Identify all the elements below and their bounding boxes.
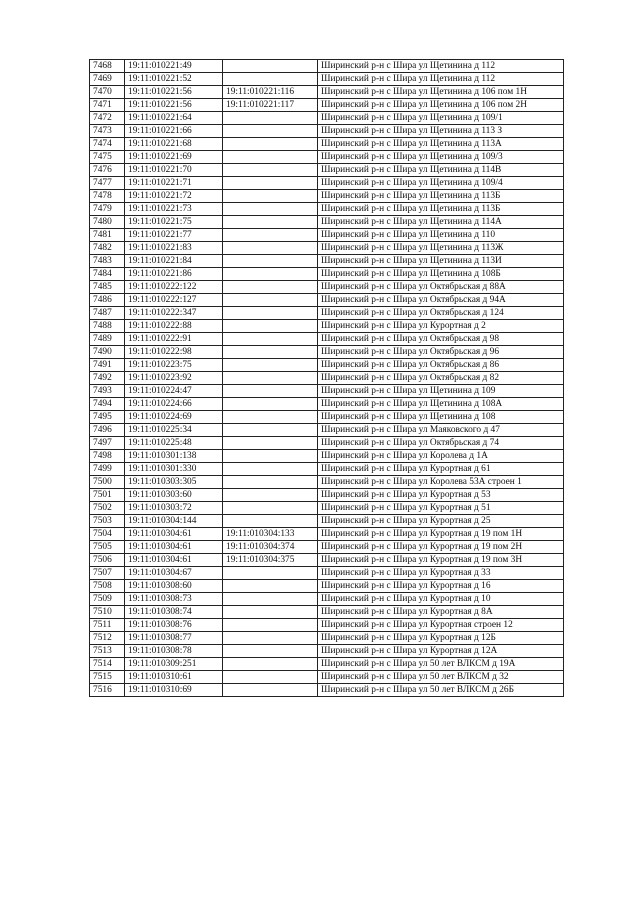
table-row bbox=[90, 86, 564, 99]
row-number-cell: 7494 bbox=[90, 398, 125, 411]
address-cell: Ширинский р-н с Шира ул Курортная строен 12 bbox=[318, 619, 564, 632]
address-cell: Ширинский р-н с Шира ул Щетинина д 113А bbox=[318, 138, 564, 151]
premises-number-cell bbox=[223, 294, 318, 307]
address-cell: Ширинский р-н с Шира ул Курортная д 33 bbox=[318, 567, 564, 580]
row-number-cell: 7483 bbox=[90, 255, 125, 268]
cadastral-number-cell: 19:11:010221:64 bbox=[125, 112, 223, 125]
address-cell: Ширинский р-н с Шира ул Щетинина д 108А bbox=[318, 398, 564, 411]
row-number-cell: 7470 bbox=[90, 86, 125, 99]
premises-number-cell bbox=[223, 73, 318, 86]
table-row bbox=[90, 567, 564, 580]
table-row bbox=[90, 333, 564, 346]
row-number-cell: 7508 bbox=[90, 580, 125, 593]
cadastral-number-cell: 19:11:010221:77 bbox=[125, 229, 223, 242]
premises-number-cell bbox=[223, 112, 318, 125]
table-row bbox=[90, 359, 564, 372]
premises-number-cell: 19:11:010304:375 bbox=[223, 554, 318, 567]
table-row bbox=[90, 658, 564, 671]
cadastral-number-cell: 19:11:010222:127 bbox=[125, 294, 223, 307]
address-cell: Ширинский р-н с Шира ул Щетинина д 113И bbox=[318, 255, 564, 268]
table-row bbox=[90, 580, 564, 593]
table-row bbox=[90, 346, 564, 359]
cadastral-number-cell: 19:11:010221:71 bbox=[125, 177, 223, 190]
premises-number-cell bbox=[223, 372, 318, 385]
row-number-cell: 7477 bbox=[90, 177, 125, 190]
table-row bbox=[90, 73, 564, 86]
premises-number-cell bbox=[223, 580, 318, 593]
table-row bbox=[90, 463, 564, 476]
table-row bbox=[90, 385, 564, 398]
premises-number-cell bbox=[223, 502, 318, 515]
row-number-cell: 7481 bbox=[90, 229, 125, 242]
table-row bbox=[90, 307, 564, 320]
premises-number-cell bbox=[223, 125, 318, 138]
table-row bbox=[90, 502, 564, 515]
premises-number-cell bbox=[223, 424, 318, 437]
cadastral-number-cell: 19:11:010221:72 bbox=[125, 190, 223, 203]
cadastral-number-cell: 19:11:010225:48 bbox=[125, 437, 223, 450]
cadastral-number-cell: 19:11:010221:52 bbox=[125, 73, 223, 86]
cadastral-number-cell: 19:11:010308:77 bbox=[125, 632, 223, 645]
cadastral-number-cell: 19:11:010221:70 bbox=[125, 164, 223, 177]
premises-number-cell bbox=[223, 489, 318, 502]
table-row bbox=[90, 281, 564, 294]
table-row bbox=[90, 593, 564, 606]
address-cell: Ширинский р-н с Шира ул Щетинина д 106 пом 1Н bbox=[318, 86, 564, 99]
table-row bbox=[90, 489, 564, 502]
cadastral-number-cell: 19:11:010222:122 bbox=[125, 281, 223, 294]
cadastral-number-cell: 19:11:010308:73 bbox=[125, 593, 223, 606]
premises-number-cell bbox=[223, 242, 318, 255]
row-number-cell: 7493 bbox=[90, 385, 125, 398]
cadastral-number-cell: 19:11:010308:74 bbox=[125, 606, 223, 619]
row-number-cell: 7514 bbox=[90, 658, 125, 671]
address-cell: Ширинский р-н с Шира ул Курортная д 25 bbox=[318, 515, 564, 528]
cadastral-number-cell: 19:11:010221:56 bbox=[125, 99, 223, 112]
address-cell: Ширинский р-н с Шира ул Октябрьская д 88А bbox=[318, 281, 564, 294]
premises-number-cell: 19:11:010304:374 bbox=[223, 541, 318, 554]
row-number-cell: 7485 bbox=[90, 281, 125, 294]
table-row bbox=[90, 372, 564, 385]
row-number-cell: 7512 bbox=[90, 632, 125, 645]
row-number-cell: 7471 bbox=[90, 99, 125, 112]
premises-number-cell bbox=[223, 385, 318, 398]
cadastral-number-cell: 19:11:010304:61 bbox=[125, 541, 223, 554]
cadastral-number-cell: 19:11:010308:76 bbox=[125, 619, 223, 632]
cadastral-number-cell: 19:11:010221:56 bbox=[125, 86, 223, 99]
cadastral-number-cell: 19:11:010304:61 bbox=[125, 554, 223, 567]
premises-number-cell bbox=[223, 645, 318, 658]
address-cell: Ширинский р-н с Шира ул Щетинина д 109/3 bbox=[318, 151, 564, 164]
table-row bbox=[90, 164, 564, 177]
premises-number-cell bbox=[223, 281, 318, 294]
table-row bbox=[90, 294, 564, 307]
premises-number-cell bbox=[223, 450, 318, 463]
table-row bbox=[90, 112, 564, 125]
table-row bbox=[90, 437, 564, 450]
table-row bbox=[90, 671, 564, 684]
table-row bbox=[90, 450, 564, 463]
row-number-cell: 7489 bbox=[90, 333, 125, 346]
address-cell: Ширинский р-н с Шира ул Щетинина д 109/4 bbox=[318, 177, 564, 190]
address-cell: Ширинский р-н с Шира ул Щетинина д 113 З bbox=[318, 125, 564, 138]
address-cell: Ширинский р-н с Шира ул Октябрьская д 94А bbox=[318, 294, 564, 307]
address-cell: Ширинский р-н с Шира ул Щетинина д 113Б bbox=[318, 190, 564, 203]
row-number-cell: 7488 bbox=[90, 320, 125, 333]
premises-number-cell bbox=[223, 463, 318, 476]
cadastral-number-cell: 19:11:010304:144 bbox=[125, 515, 223, 528]
premises-number-cell bbox=[223, 606, 318, 619]
table-row bbox=[90, 138, 564, 151]
row-number-cell: 7486 bbox=[90, 294, 125, 307]
row-number-cell: 7480 bbox=[90, 216, 125, 229]
row-number-cell: 7506 bbox=[90, 554, 125, 567]
premises-number-cell bbox=[223, 307, 318, 320]
premises-number-cell bbox=[223, 346, 318, 359]
row-number-cell: 7515 bbox=[90, 671, 125, 684]
address-cell: Ширинский р-н с Шира ул Октябрьская д 86 bbox=[318, 359, 564, 372]
premises-number-cell bbox=[223, 333, 318, 346]
address-cell: Ширинский р-н с Шира ул Щетинина д 113Б bbox=[318, 203, 564, 216]
premises-number-cell bbox=[223, 138, 318, 151]
cadastral-number-cell: 19:11:010225:34 bbox=[125, 424, 223, 437]
premises-number-cell bbox=[223, 515, 318, 528]
table-row bbox=[90, 632, 564, 645]
address-cell: Ширинский р-н с Шира ул Курортная д 12Б bbox=[318, 632, 564, 645]
cadastral-number-cell: 19:11:010223:92 bbox=[125, 372, 223, 385]
row-number-cell: 7475 bbox=[90, 151, 125, 164]
address-cell: Ширинский р-н с Шира ул Королева 53А строен 1 bbox=[318, 476, 564, 489]
address-cell: Ширинский р-н с Шира ул Маяковского д 47 bbox=[318, 424, 564, 437]
premises-number-cell bbox=[223, 60, 318, 73]
registry-body bbox=[90, 60, 564, 697]
row-number-cell: 7496 bbox=[90, 424, 125, 437]
row-number-cell: 7482 bbox=[90, 242, 125, 255]
row-number-cell: 7513 bbox=[90, 645, 125, 658]
premises-number-cell bbox=[223, 320, 318, 333]
address-cell: Ширинский р-н с Шира ул Щетинина д 114В bbox=[318, 164, 564, 177]
address-cell: Ширинский р-н с Шира ул Щетинина д 113Ж bbox=[318, 242, 564, 255]
cadastral-number-cell: 19:11:010221:49 bbox=[125, 60, 223, 73]
premises-number-cell bbox=[223, 671, 318, 684]
row-number-cell: 7500 bbox=[90, 476, 125, 489]
premises-number-cell bbox=[223, 567, 318, 580]
cadastral-number-cell: 19:11:010224:66 bbox=[125, 398, 223, 411]
cadastral-number-cell: 19:11:010222:98 bbox=[125, 346, 223, 359]
table-row bbox=[90, 320, 564, 333]
row-number-cell: 7495 bbox=[90, 411, 125, 424]
cadastral-number-cell: 19:11:010303:72 bbox=[125, 502, 223, 515]
cadastral-number-cell: 19:11:010222:91 bbox=[125, 333, 223, 346]
address-cell: Ширинский р-н с Шира ул Курортная д 10 bbox=[318, 593, 564, 606]
table-row bbox=[90, 99, 564, 112]
address-cell: Ширинский р-н с Шира ул Щетинина д 109 bbox=[318, 385, 564, 398]
address-cell: Ширинский р-н с Шира ул Курортная д 51 bbox=[318, 502, 564, 515]
table-row bbox=[90, 125, 564, 138]
row-number-cell: 7478 bbox=[90, 190, 125, 203]
row-number-cell: 7498 bbox=[90, 450, 125, 463]
cadastral-number-cell: 19:11:010308:78 bbox=[125, 645, 223, 658]
address-cell: Ширинский р-н с Шира ул Щетинина д 109/1 bbox=[318, 112, 564, 125]
cadastral-number-cell: 19:11:010310:69 bbox=[125, 684, 223, 697]
cadastral-number-cell: 19:11:010303:305 bbox=[125, 476, 223, 489]
row-number-cell: 7507 bbox=[90, 567, 125, 580]
table-row bbox=[90, 411, 564, 424]
premises-number-cell bbox=[223, 632, 318, 645]
row-number-cell: 7491 bbox=[90, 359, 125, 372]
cadastral-number-cell: 19:11:010304:61 bbox=[125, 528, 223, 541]
table-row bbox=[90, 177, 564, 190]
premises-number-cell bbox=[223, 619, 318, 632]
premises-number-cell bbox=[223, 229, 318, 242]
premises-number-cell: 19:11:010304:133 bbox=[223, 528, 318, 541]
row-number-cell: 7501 bbox=[90, 489, 125, 502]
table-row bbox=[90, 515, 564, 528]
address-cell: Ширинский р-н с Шира ул Октябрьская д 82 bbox=[318, 372, 564, 385]
cadastral-number-cell: 19:11:010221:84 bbox=[125, 255, 223, 268]
address-cell: Ширинский р-н с Шира ул Курортная д 61 bbox=[318, 463, 564, 476]
address-cell: Ширинский р-н с Шира ул Щетинина д 108 bbox=[318, 411, 564, 424]
premises-number-cell bbox=[223, 684, 318, 697]
address-cell: Ширинский р-н с Шира ул Октябрьская д 96 bbox=[318, 346, 564, 359]
row-number-cell: 7503 bbox=[90, 515, 125, 528]
premises-number-cell bbox=[223, 411, 318, 424]
table-row bbox=[90, 151, 564, 164]
premises-number-cell bbox=[223, 359, 318, 372]
table-row bbox=[90, 255, 564, 268]
table-row bbox=[90, 554, 564, 567]
address-cell: Ширинский р-н с Шира ул 50 лет ВЛКСМ д 19А bbox=[318, 658, 564, 671]
premises-number-cell bbox=[223, 216, 318, 229]
row-number-cell: 7468 bbox=[90, 60, 125, 73]
row-number-cell: 7511 bbox=[90, 619, 125, 632]
table-row bbox=[90, 424, 564, 437]
table-row bbox=[90, 476, 564, 489]
address-cell: Ширинский р-н с Шира ул 50 лет ВЛКСМ д 32 bbox=[318, 671, 564, 684]
cadastral-number-cell: 19:11:010221:86 bbox=[125, 268, 223, 281]
premises-number-cell bbox=[223, 593, 318, 606]
address-cell: Ширинский р-н с Шира ул Курортная д 19 пом 1Н bbox=[318, 528, 564, 541]
premises-number-cell: 19:11:010221:117 bbox=[223, 99, 318, 112]
address-cell: Ширинский р-н с Шира ул Курортная д 19 пом 2Н bbox=[318, 541, 564, 554]
address-cell: Ширинский р-н с Шира ул Щетинина д 106 пом 2Н bbox=[318, 99, 564, 112]
row-number-cell: 7504 bbox=[90, 528, 125, 541]
cadastral-number-cell: 19:11:010221:66 bbox=[125, 125, 223, 138]
table-row bbox=[90, 645, 564, 658]
address-cell: Ширинский р-н с Шира ул 50 лет ВЛКСМ д 26Б bbox=[318, 684, 564, 697]
cadastral-number-cell: 19:11:010304:67 bbox=[125, 567, 223, 580]
row-number-cell: 7473 bbox=[90, 125, 125, 138]
table-row bbox=[90, 619, 564, 632]
row-number-cell: 7509 bbox=[90, 593, 125, 606]
address-cell: Ширинский р-н с Шира ул Щетинина д 112 bbox=[318, 73, 564, 86]
premises-number-cell bbox=[223, 164, 318, 177]
cadastral-number-cell: 19:11:010221:69 bbox=[125, 151, 223, 164]
address-cell: Ширинский р-н с Шира ул Октябрьская д 98 bbox=[318, 333, 564, 346]
premises-number-cell bbox=[223, 268, 318, 281]
cadastral-number-cell: 19:11:010221:83 bbox=[125, 242, 223, 255]
row-number-cell: 7502 bbox=[90, 502, 125, 515]
address-cell: Ширинский р-н с Шира ул Курортная д 2 bbox=[318, 320, 564, 333]
cadastral-number-cell: 19:11:010310:61 bbox=[125, 671, 223, 684]
row-number-cell: 7505 bbox=[90, 541, 125, 554]
cadastral-number-cell: 19:11:010309:251 bbox=[125, 658, 223, 671]
table-row bbox=[90, 190, 564, 203]
row-number-cell: 7516 bbox=[90, 684, 125, 697]
cadastral-number-cell: 19:11:010221:75 bbox=[125, 216, 223, 229]
address-cell: Ширинский р-н с Шира ул Щетинина д 112 bbox=[318, 60, 564, 73]
premises-number-cell bbox=[223, 476, 318, 489]
cadastral-number-cell: 19:11:010222:88 bbox=[125, 320, 223, 333]
premises-number-cell bbox=[223, 203, 318, 216]
table-row bbox=[90, 541, 564, 554]
cadastral-number-cell: 19:11:010301:138 bbox=[125, 450, 223, 463]
table-row bbox=[90, 606, 564, 619]
table-row bbox=[90, 203, 564, 216]
cadastral-registry-table bbox=[89, 59, 564, 697]
cadastral-number-cell: 19:11:010221:73 bbox=[125, 203, 223, 216]
premises-number-cell bbox=[223, 190, 318, 203]
address-cell: Ширинский р-н с Шира ул Королева д 1А bbox=[318, 450, 564, 463]
address-cell: Ширинский р-н с Шира ул Щетинина д 110 bbox=[318, 229, 564, 242]
table-row bbox=[90, 398, 564, 411]
address-cell: Ширинский р-н с Шира ул Октябрьская д 124 bbox=[318, 307, 564, 320]
cadastral-number-cell: 19:11:010303:60 bbox=[125, 489, 223, 502]
row-number-cell: 7474 bbox=[90, 138, 125, 151]
row-number-cell: 7510 bbox=[90, 606, 125, 619]
table-row bbox=[90, 528, 564, 541]
cadastral-number-cell: 19:11:010301:330 bbox=[125, 463, 223, 476]
premises-number-cell bbox=[223, 151, 318, 164]
cadastral-number-cell: 19:11:010224:47 bbox=[125, 385, 223, 398]
row-number-cell: 7490 bbox=[90, 346, 125, 359]
row-number-cell: 7484 bbox=[90, 268, 125, 281]
row-number-cell: 7479 bbox=[90, 203, 125, 216]
row-number-cell: 7476 bbox=[90, 164, 125, 177]
premises-number-cell: 19:11:010221:116 bbox=[223, 86, 318, 99]
cadastral-number-cell: 19:11:010223:75 bbox=[125, 359, 223, 372]
address-cell: Ширинский р-н с Шира ул Курортная д 53 bbox=[318, 489, 564, 502]
table-row bbox=[90, 268, 564, 281]
row-number-cell: 7497 bbox=[90, 437, 125, 450]
cadastral-number-cell: 19:11:010222:347 bbox=[125, 307, 223, 320]
row-number-cell: 7492 bbox=[90, 372, 125, 385]
table-row bbox=[90, 684, 564, 697]
premises-number-cell bbox=[223, 437, 318, 450]
address-cell: Ширинский р-н с Шира ул Курортная д 8А bbox=[318, 606, 564, 619]
cadastral-number-cell: 19:11:010308:60 bbox=[125, 580, 223, 593]
address-cell: Ширинский р-н с Шира ул Октябрьская д 74 bbox=[318, 437, 564, 450]
table-row bbox=[90, 60, 564, 73]
premises-number-cell bbox=[223, 658, 318, 671]
premises-number-cell bbox=[223, 398, 318, 411]
row-number-cell: 7487 bbox=[90, 307, 125, 320]
address-cell: Ширинский р-н с Шира ул Курортная д 12А bbox=[318, 645, 564, 658]
table-row bbox=[90, 229, 564, 242]
address-cell: Ширинский р-н с Шира ул Щетинина д 114А bbox=[318, 216, 564, 229]
premises-number-cell bbox=[223, 177, 318, 190]
cadastral-number-cell: 19:11:010221:68 bbox=[125, 138, 223, 151]
premises-number-cell bbox=[223, 255, 318, 268]
cadastral-number-cell: 19:11:010224:69 bbox=[125, 411, 223, 424]
address-cell: Ширинский р-н с Шира ул Щетинина д 108Б bbox=[318, 268, 564, 281]
table-row bbox=[90, 216, 564, 229]
address-cell: Ширинский р-н с Шира ул Курортная д 19 пом 3Н bbox=[318, 554, 564, 567]
table-row bbox=[90, 242, 564, 255]
row-number-cell: 7499 bbox=[90, 463, 125, 476]
row-number-cell: 7469 bbox=[90, 73, 125, 86]
row-number-cell: 7472 bbox=[90, 112, 125, 125]
address-cell: Ширинский р-н с Шира ул Курортная д 16 bbox=[318, 580, 564, 593]
